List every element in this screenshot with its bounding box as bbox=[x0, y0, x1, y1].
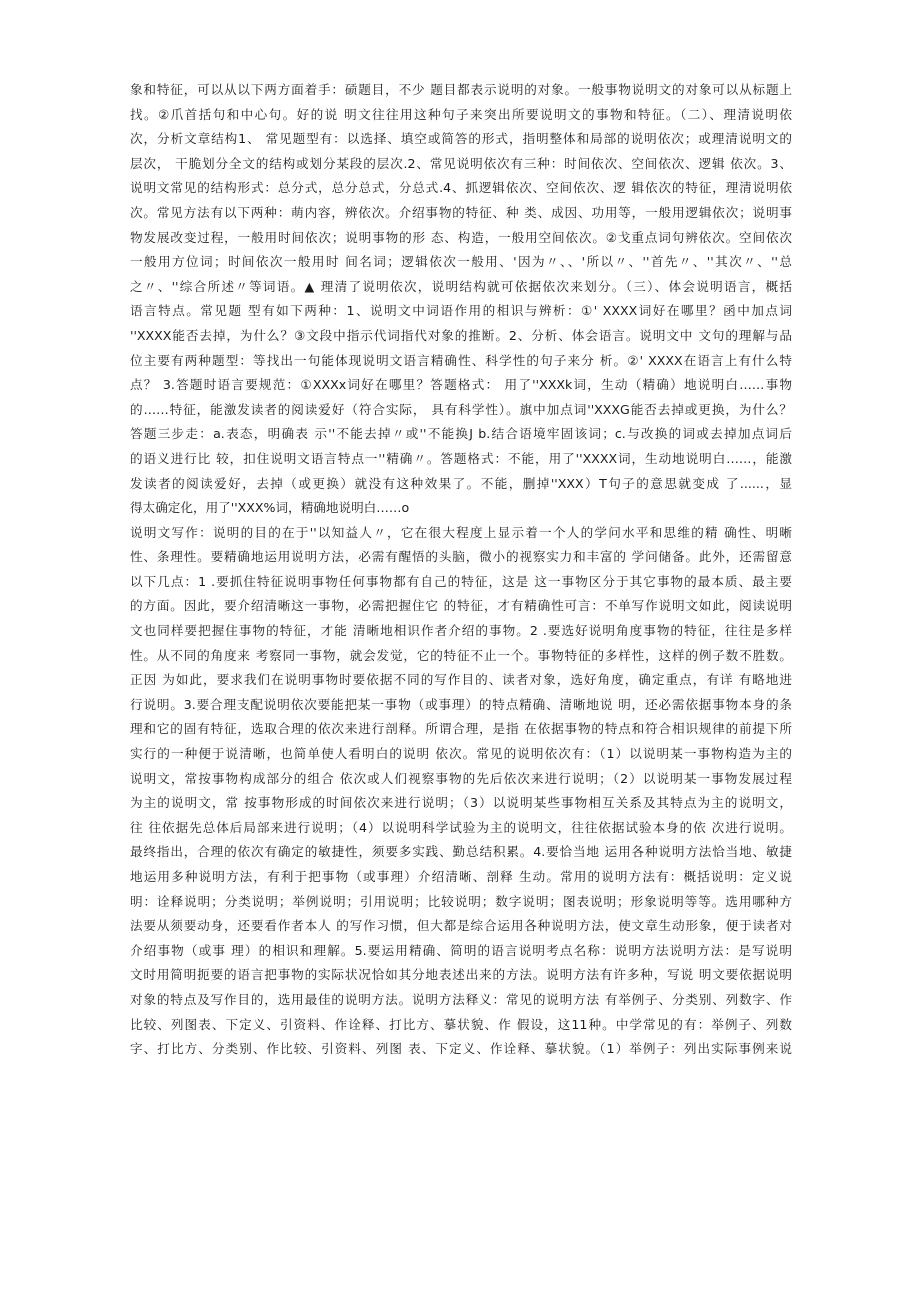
text-line: 理和它的固有特征，选取合理的依次来进行剖释。所谓合理，是指 在依据事物的特点和符合相识规律的前提下所 bbox=[130, 721, 792, 737]
text-line: 字、打比方、分类别、作比较、引资料、列图 表、下定义、作诠释、摹状貌。（1）举例子：列出实际事例来说 bbox=[130, 1041, 792, 1057]
text-line: 最终指出，合理的依次有确定的敏捷性，须要多实践、勤总结积累。4.要恰当地 运用各种说明方法恰当地、敏捷 bbox=[130, 844, 792, 860]
text-line: 对象的特点及写作目的，选用最佳的说明方法。说明方法释义：常见的说明方法 有举例子、分类别、列数字、作 bbox=[130, 991, 792, 1007]
text-line: 介绍事物（或事 理）的相识和理解。5.要运用精确、简明的语言说明考点名称：说明方法说明方法：是写说明 bbox=[130, 942, 792, 958]
text-line: 说明文常见的结构形式：总分式，总分总式，分总式.4、抓逻辑依次、空间依次、逻 辑依次的特征，理清说明依 bbox=[130, 180, 792, 196]
text-line: 正因 为如此，要求我们在说明事物时要依据不同的写作目的、读者对象，选好角度，确定重点，有详 有略地进 bbox=[130, 672, 792, 688]
text-line: 得太确定化，用了''XXX%词，精确地说明白……o bbox=[130, 500, 410, 516]
text-line: 层次， 干脆划分全文的结构或划分某段的层次.2、常见说明依次有三种：时间依次、空间依次、逻辑 依次。3、 bbox=[130, 155, 792, 171]
text-line: 文时用简明扼要的语言把事物的实际状况恰如其分地表述出来的方法。说明方法有许多种，写说 明文要依据说明 bbox=[130, 967, 792, 983]
text-line: 文也同样要把握住事物的特征，才能 清晰地相识作者介绍的事物。2 .要选好说明角度事物的特征，往往是多样 bbox=[130, 623, 792, 639]
text-line: 明：诠释说明；分类说明；举例说明；引用说明；比较说明；数字说明；图表说明；形象说明等等。选用哪种方 bbox=[130, 893, 792, 909]
text-line: 次，分析文章结构1、 常见题型有：以选择、填空或简答的形式，指明整体和局部的说明依次；或理清说明文的 bbox=[130, 131, 792, 147]
document-body bbox=[130, 78, 792, 1062]
text-line: 性、条理性。要精确地运用说明方法，必需有醒悟的头脑，微小的视察实力和丰富的 学问储备。此外，还需留意 bbox=[130, 549, 792, 565]
text-line: 法要从须要动身，还要看作者本人 的写作习惯，但大都是综合运用各种说明方法，使文章生动形象，便于读者对 bbox=[130, 918, 792, 934]
text-line: 语言特点。常见题 型有如下两种：1、说明文中词语作用的相识与辨析：①' XXXX词好在哪里？函中加点词 bbox=[130, 303, 792, 319]
text-line: 物发展改变过程，一般用时间依次；说明事物的形 态、构造，一般用空间依次。②戈重点词句辨依次。空间依次 bbox=[130, 229, 792, 245]
text-line: 一般用方位词；时间依次一般用时 间名词；逻辑依次一般用、'因为〃、、'所以〃、''首先〃、''其次〃、''总 bbox=[130, 254, 792, 270]
text-line: 说明文写作：说明的目的在于''以知益人〃，它在很大程度上显示着一个人的学问水平和思维的精 确性、明晰 bbox=[130, 524, 792, 540]
text-line: 性。从不同的角度来 考察同一事物，就会发觉，它的特征不止一个。事物特征的多样性，这样的例子数不胜数。 bbox=[130, 647, 792, 663]
text-line: 点？ 3.答题时语言要规范：①XXXx词好在哪里？答题格式： 用了''XXXk词，生动（精确）地说明白……事物 bbox=[130, 377, 792, 393]
text-line: 的语义进行比 较，扣住说明文语言特点一''精确〃。答题格式：不能，用了''XXXX词，生动地说明白……，能激 bbox=[130, 450, 792, 466]
text-line: 发读者的阅读爱好，去掉（或更换）就没有这种效果了。不能，删掉''XXX）T句子的意思就变成 了......，显 bbox=[130, 475, 792, 491]
text-line: 的……特征，能激发读者的阅读爱好（符合实际， 具有科学性）。旗中加点词''XXXG能否去掉或更换，为什么？ bbox=[130, 401, 792, 417]
text-line: 次。常见方法有以下两种：萌内容，辨依次。介绍事物的特征、种 类、成因、功用等，一般用逻辑依次；说明事 bbox=[130, 204, 792, 220]
text-line: 之〃、''综合所述〃等词语。▲ 理清了说明依次，说明结构就可依据依次来划分。（三）、体会说明语言，概括 bbox=[130, 278, 792, 294]
text-line: 实行的一种便于说清晰，也简单使人看明白的说明 依次。常见的说明依次有：（1）以说明某一事物构造为主的 bbox=[130, 746, 792, 762]
text-line: 象和特征，可以从以下两方面着手：䂵题目，不少 题目都表示说明的对象。一般事物说明文的对象可以从标题上 bbox=[130, 82, 792, 97]
text-line: 找。②爪首括句和中心句。好的说 明文往往用这种句子来突出所要说明文的事物和特征。（二）、理清说明依 bbox=[130, 106, 792, 122]
text-line: 往 往依据先总体后局部来进行说明；（4）以说明科学试验为主的说明文，往往依据试验本身的依 次进行说明。 bbox=[130, 819, 792, 835]
text-line: 行说明。3.要合理支配说明依次要能把某一事物（或事理）的特点精确、清晰地说 明，还必需依据事物本身的条 bbox=[130, 696, 792, 712]
text-line: 的方面。因此，要介绍清晰这一事物，必需把握住它 的特征，才有精确性可言：不单写作说明文如此，阅读说明 bbox=[130, 598, 792, 614]
text-line: 地运用多种说明方法，有利于把事物（或事理）介绍清晰、剖释 生动。常用的说明方法有：概括说明：定义说 bbox=[130, 869, 792, 884]
text-line: 位主要有两种题型：等找出一句能体现说明文语言精确性、科学性的句子来分 析。②' XXXX在语言上有什么特 bbox=[130, 352, 792, 368]
text-line: 以下几点：1 .要抓住特征说明事物任何事物都有自己的特征，这是 这一事物区分于其它事物的最本质、最主要 bbox=[130, 573, 792, 589]
text-line: 答题三步走：a.表态，明确表 示''不能去掉〃或''不能换J b.结合语境牢固该词；c.与改换的词或去掉加点词后 bbox=[130, 426, 792, 442]
text-line: 比较、列图表、下定义、引资料、作诠释、打比方、摹状貌、作 假设，这11种。中学常见的有：举例子、列数 bbox=[130, 1016, 792, 1032]
text-line: 为主的说明文，常 按事物形成的时间依次来进行说明；（3）以说明某些事物相互关系及其特点为主的说明文， bbox=[130, 795, 792, 811]
text-line: ''XXXX能否去掉，为什么？③文段中指示代词指代对象的推断。2、分析、体会语言。说明文中 文句的理解与品 bbox=[130, 327, 792, 343]
text-line: 说明文，常按事物构成部分的组合 依次或人们视察事物的先后依次来进行说明；（2）以说明某一事物发展过程 bbox=[130, 770, 792, 786]
